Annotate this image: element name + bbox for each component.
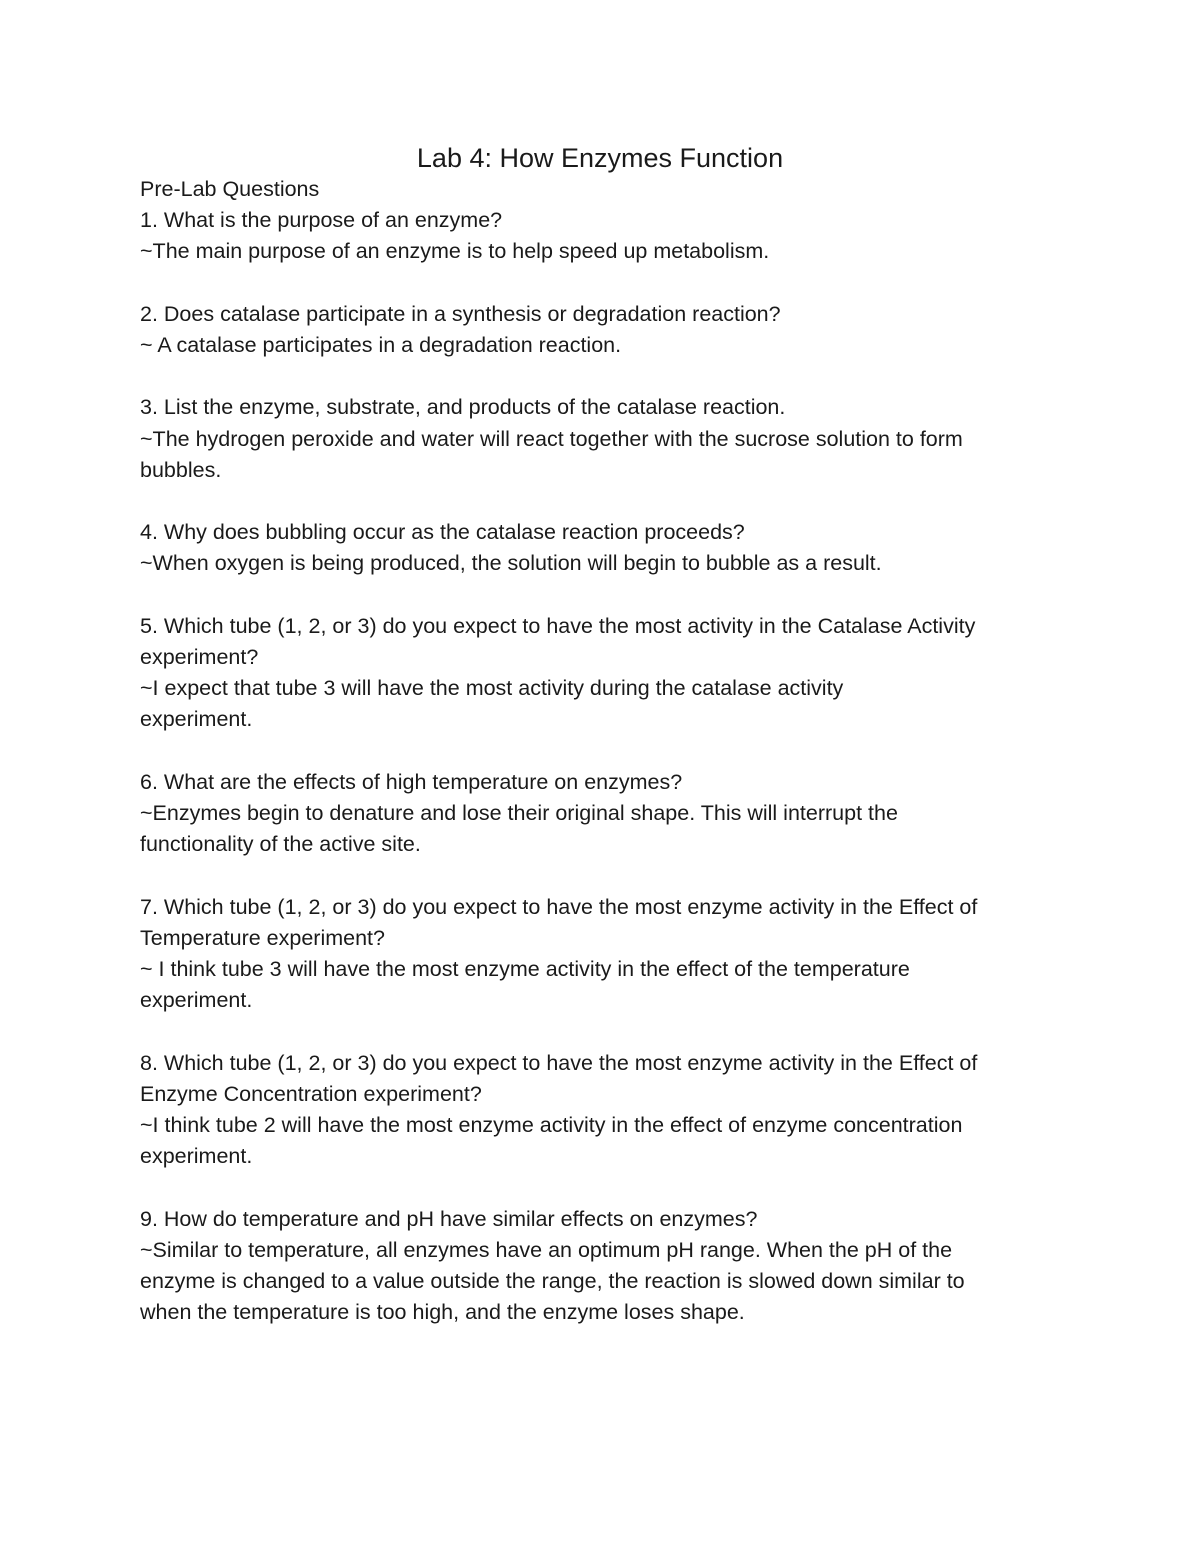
answer-8-line-1: ~I think tube 2 will have the most enzyme activity in the effect of enzyme concentration: [140, 1112, 963, 1137]
question-6: 6. What are the effects of high temperature on enzymes?: [140, 769, 683, 794]
paragraph-gap: [140, 486, 1070, 517]
answer-3-line-2: bubbles.: [140, 457, 222, 482]
document-body: [140, 174, 1070, 1328]
answer-6-line-2: functionality of the active site.: [140, 832, 421, 857]
answer-9-line-2: enzyme is changed to a value outside the range, the reaction is slowed down similar to: [140, 1268, 965, 1293]
answer-3-line-1: ~The hydrogen peroxide and water will react together with the sucrose solution to form: [140, 426, 963, 451]
paragraph-gap: [140, 361, 1070, 392]
question-1: 1. What is the purpose of an enzyme?: [140, 208, 503, 233]
paragraph-gap: [140, 1172, 1070, 1203]
answer-2-line-1: ~ A catalase participates in a degradation reaction.: [140, 333, 622, 357]
section-heading: Pre-Lab Questions: [140, 177, 320, 201]
paragraph-gap: [140, 860, 1070, 891]
answer-7-line-1: ~ I think tube 3 will have the most enzyme activity in the effect of the temperature: [140, 956, 910, 981]
answer-9-line-1: ~Similar to temperature, all enzymes have an optimum pH range. When the pH of the: [140, 1237, 953, 1262]
question-2: 2. Does catalase participate in a synthesis or degradation reaction?: [140, 301, 781, 326]
answer-9-line-3: when the temperature is too high, and the enzyme loses shape.: [140, 1300, 745, 1325]
document-title: Lab 4: How Enzymes Function: [416, 143, 784, 173]
question-8-cont: Enzyme Concentration experiment?: [140, 1081, 482, 1106]
paragraph-gap: [140, 268, 1070, 299]
question-4: 4. Why does bubbling occur as the catalase reaction proceeds?: [140, 520, 745, 545]
paragraph-gap: [140, 736, 1070, 767]
answer-5-line-1: ~I expect that tube 3 will have the most activity during the catalase activity: [140, 676, 844, 701]
answer-8-line-2: experiment.: [140, 1144, 253, 1169]
paragraph-gap: [140, 1016, 1070, 1047]
answer-5-line-2: experiment.: [140, 707, 253, 732]
answer-1-line-1: ~The main purpose of an enzyme is to help speed up metabolism.: [140, 239, 770, 264]
answer-7-line-2: experiment.: [140, 988, 253, 1013]
answer-6-line-1: ~Enzymes begin to denature and lose their original shape. This will interrupt the: [140, 800, 898, 825]
question-5: 5. Which tube (1, 2, or 3) do you expect to have the most activity in the Catalase Activity: [140, 613, 976, 638]
question-9: 9. How do temperature and pH have similar effects on enzymes?: [140, 1206, 758, 1231]
question-7-cont: Temperature experiment?: [140, 925, 385, 950]
question-8: 8. Which tube (1, 2, or 3) do you expect to have the most enzyme activity in the Effect of: [140, 1050, 978, 1075]
answer-4-line-1: ~When oxygen is being produced, the solution will begin to bubble as a result.: [140, 551, 882, 576]
paragraph-gap: [140, 580, 1070, 611]
question-3: 3. List the enzyme, substrate, and products of the catalase reaction.: [140, 395, 786, 420]
question-7: 7. Which tube (1, 2, or 3) do you expect to have the most enzyme activity in the Effect of: [140, 894, 978, 919]
question-5-cont: experiment?: [140, 644, 259, 669]
